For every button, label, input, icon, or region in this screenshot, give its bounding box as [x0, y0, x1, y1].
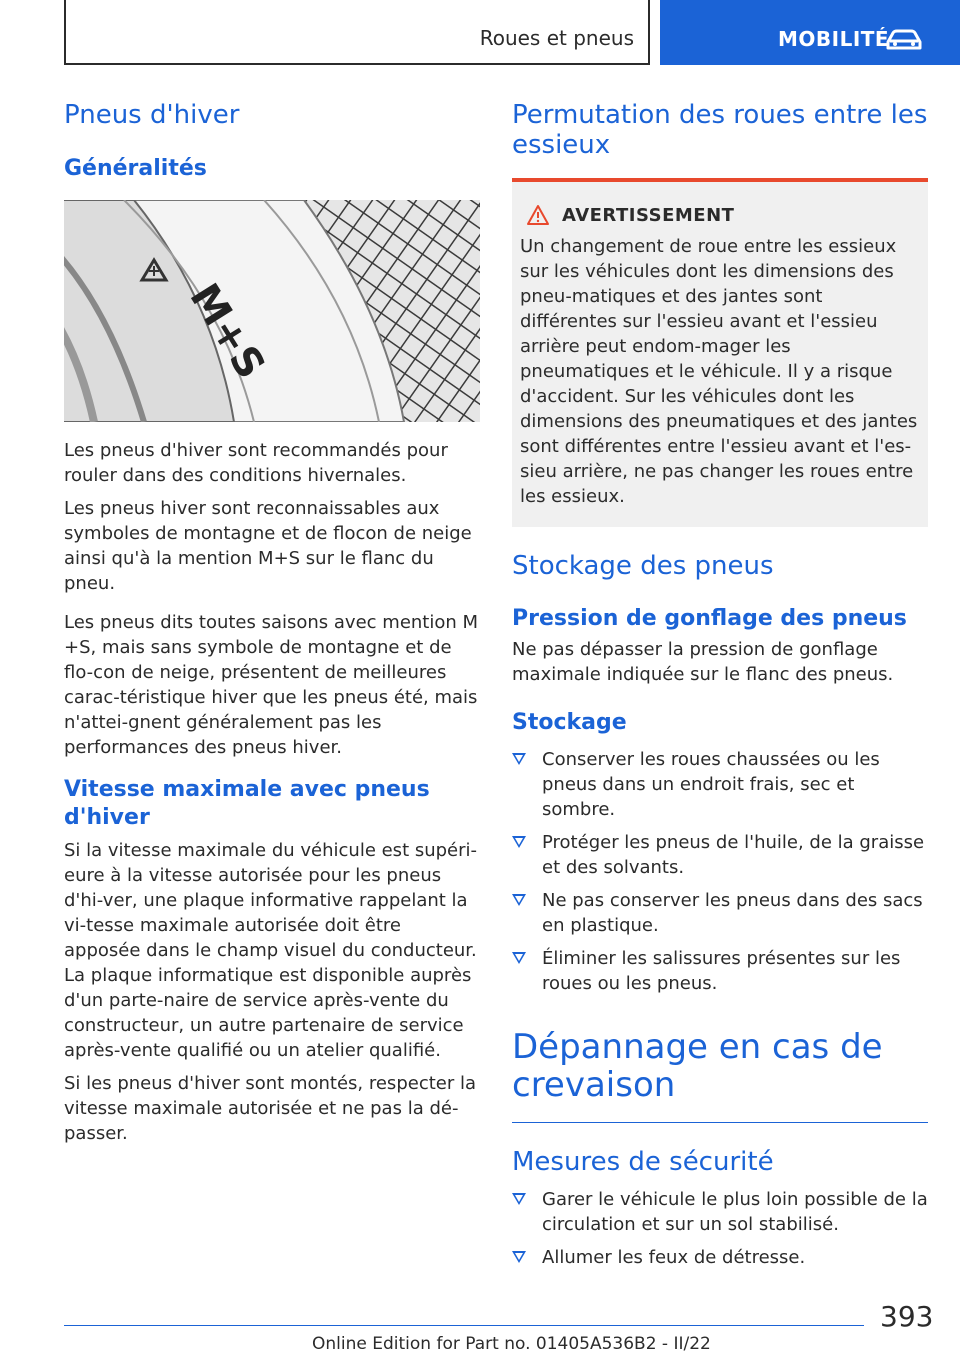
list-item: Éliminer les salissures présentes sur les roues ou les pneus. — [512, 946, 928, 996]
paragraph-max-speed: Si la vitesse maximale du véhicule est supéri-eure à la vitesse autorisée pour les pneus d'hi-ver, une plaque informative rappelant la vi-tesse maximale autorisée doit être apposée dans le champ visuel du conducteur. La plaque informatique est disponible auprès d'un parte-naire de service après-vente du constructeur, un autre partenaire de service après-vente qualifié ou un atelier qualifié. — [64, 840, 478, 1061]
storage-list — [512, 747, 928, 996]
bullet-triangle-icon — [512, 1193, 526, 1205]
footer-divider — [64, 1325, 864, 1326]
list-item: Protéger les pneus de l'huile, de la graisse et des solvants. — [512, 830, 928, 880]
section-title-winter-tires: Pneus d'hiver — [64, 100, 240, 130]
header-chapter-title: MOBILITÉ — [778, 27, 890, 51]
bullet-triangle-icon — [512, 1251, 526, 1263]
right-column — [512, 100, 928, 1270]
subsection-title-general: Généralités — [64, 156, 207, 181]
tire-sidewall-image — [64, 200, 480, 422]
header-section-title: Roues et pneus — [479, 26, 634, 50]
ms-marking: M+S — [180, 275, 274, 387]
left-column — [64, 100, 480, 1146]
paragraph-all-season: Les pneus dits toutes saisons avec mention M +S, mais sans symbole de montagne et de flo-con de neige, présentent de meilleures carac-téristique hiver que les pneus été, mais n'attei-gnent généralement pas les performances des pneus hiver. — [64, 612, 479, 758]
tire-illustration — [64, 200, 480, 422]
warning-triangle-icon — [526, 204, 550, 226]
paragraph-respect-speed: Si les pneus d'hiver sont montés, respecter la vitesse maximale autorisée et ne pas la dé-passer. — [64, 1073, 476, 1144]
divider — [512, 1122, 928, 1123]
list-item: Conserver les roues chaussées ou les pneus dans un endroit frais, sec et sombre. — [512, 747, 928, 822]
subsection-title-storage: Stockage — [512, 710, 627, 735]
section-title-wheel-rotation: Permutation des roues entre les essieux — [512, 100, 928, 160]
paragraph-pressure: Ne pas dépasser la pression de gonflage maximale indiquée sur le flanc des pneus. — [512, 639, 894, 685]
paragraph-recommendation: Les pneus d'hiver sont recommandés pour rouler dans des conditions hivernales. — [64, 440, 448, 486]
bullet-triangle-icon — [512, 894, 526, 906]
bullet-triangle-icon — [512, 753, 526, 765]
subsection-title-pressure: Pression de gonflage des pneus — [512, 606, 907, 631]
subsection-title-max-speed: Vitesse maximale avec pneus d'hiver — [64, 777, 430, 830]
list-item: Ne pas conserver les pneus dans des sacs en plastique. — [512, 888, 928, 938]
safety-list — [512, 1187, 928, 1270]
car-icon — [884, 28, 924, 52]
warning-text: Un changement de roue entre les essieux sur les véhicules dont les dimensions des pneu-matiques et des jantes sont différentes sur l'essieu avant et l'essieu arrière peut endom-mager les pneumatiques et le véhicule. Il y a risque d'accident. Sur les véhicules dont les dimensions des pneumatiques et des jantes sont différentes entre l'essieu avant et l'es-sieu arrière, ne pas changer les roues entre les essieux. — [520, 236, 918, 507]
list-item: Garer le véhicule le plus loin possible de la circulation et sur un sol stabilisé. — [512, 1187, 928, 1237]
warning-header — [526, 204, 920, 226]
bullet-triangle-icon — [512, 952, 526, 964]
paragraph-symbols: Les pneus hiver sont reconnaissables aux symboles de montagne et de flocon de neige ainsi qu'à la mention M+S sur le flanc du pneu. — [64, 498, 472, 594]
subsection-title-safety: Mesures de sécurité — [512, 1147, 774, 1177]
bullet-triangle-icon — [512, 836, 526, 848]
footer-edition: Online Edition for Part no. 01405A536B2 - II/22 — [312, 1334, 711, 1354]
chapter-title-breakdown: Dépannage en cas de crevaison — [512, 1027, 883, 1105]
warning-box — [512, 178, 928, 527]
warning-title: AVERTISSEMENT — [562, 204, 735, 226]
header-section-box — [64, 0, 650, 65]
section-title-tire-storage: Stockage des pneus — [512, 551, 774, 581]
page-number: 393 — [880, 1300, 934, 1333]
list-item: Allumer les feux de détresse. — [512, 1245, 928, 1270]
